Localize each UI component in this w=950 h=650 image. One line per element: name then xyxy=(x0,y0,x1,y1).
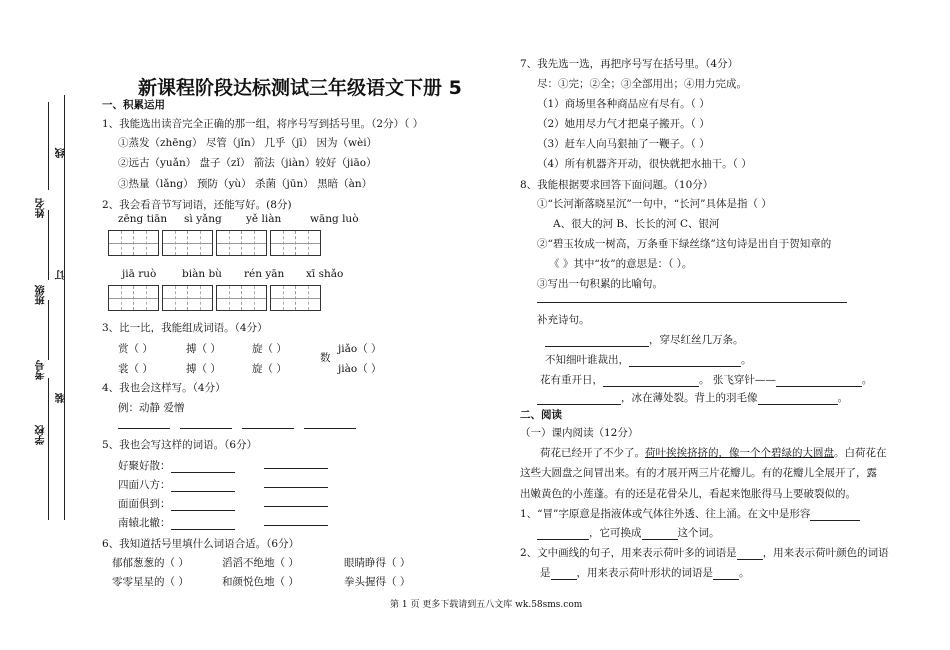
q8-sub-2b: 《 》其中“妆”的意思是：（ ）。 xyxy=(549,258,693,270)
reading-q2-text-a: 2、文中画线的句子，用来表示荷叶多的词语是 xyxy=(520,547,737,559)
exam-no-underline xyxy=(48,300,49,360)
school-label: 学校 xyxy=(36,425,47,445)
q5-label-2: 四面八方： xyxy=(118,479,171,491)
reading-q1-line-a[interactable] xyxy=(810,508,860,521)
reading-q1-text-c: 这个词。 xyxy=(677,527,720,539)
q6-item-2: 滔滔不绝地（ ） xyxy=(222,557,299,569)
q5-item-4 xyxy=(118,515,235,530)
q3-shu-jiao4: jiào（ ） xyxy=(338,363,382,375)
reading-underlined-sentence: 荷叶挨挨挤挤的，像一个个碧绿的大圆盘 xyxy=(645,447,834,459)
reading-q2-text-d: ，用来表示荷叶形状的词语是 xyxy=(576,567,713,579)
q5-line-2b[interactable] xyxy=(264,475,328,488)
q4-line-2[interactable] xyxy=(180,416,232,429)
q8-poem-3-period: 。 xyxy=(861,374,873,386)
q8-poem-1 xyxy=(545,332,744,347)
q2-pinyin-2: sì yǎng xyxy=(184,213,222,225)
reading-q2-text-e: 。 xyxy=(739,567,750,579)
q4-answer-lines[interactable] xyxy=(118,416,356,429)
q8-poem-3 xyxy=(540,372,872,387)
q2-stem: 2、我会看音节写词语，还能写好。(8分) xyxy=(102,199,292,211)
reading-q2-line-2 xyxy=(540,565,750,580)
q7-item-1: （1）商场里各种商品应有尽有。（ ） xyxy=(537,98,710,110)
q8-sub-1: ①“长河渐落晓星沉”一句中，“长河”具体是指（ ） xyxy=(537,198,772,210)
q5-line-2a[interactable] xyxy=(171,479,235,492)
q1-option-3: ③热量（lǎng） 预防（yù） 杀菌（jūn） 黑暗（àn） xyxy=(118,178,373,190)
reading-para-line-2: 这些大圆盘之间冒出来。有的才展开两三片花瓣儿。有的花瓣儿全展开了，露 xyxy=(520,467,877,479)
q4-line-4[interactable] xyxy=(304,416,356,429)
q8-poem-2-text: 不知细叶谁裁出， xyxy=(545,354,629,366)
q5-item-3 xyxy=(118,496,235,511)
reading-q1-line-b[interactable] xyxy=(537,527,589,540)
reading-q1-text-a: 1、“冒”字原意是指液体或气体往外透、往上涌。在文中是形容 xyxy=(520,508,811,520)
page-footer: 第 1 页 更多下载请到五八文库 wk.58sms.com xyxy=(390,600,583,610)
q7-stem: 7、我先选一选，再把序号写在括号里。（4分） xyxy=(520,58,739,70)
name-underline xyxy=(48,102,49,190)
reading-para-line-3: 出嫩黄色的小莲蓬。有的还是花骨朵儿，看起来饱胀得马上要破裂似的。 xyxy=(520,488,856,500)
q5-label-4: 南辕北辙： xyxy=(118,517,171,529)
q8-poem-4-line-a[interactable] xyxy=(537,392,621,405)
q5-line-3a[interactable] xyxy=(171,498,235,511)
q2-pinyin-5: jiā ruò xyxy=(122,268,157,280)
q3-shu-jiao3: jiǎo（ ） xyxy=(338,343,382,355)
reading-q2-line-b[interactable] xyxy=(551,567,577,580)
class-label: 班级 xyxy=(36,285,47,305)
q8-poem-3-line-a[interactable] xyxy=(603,374,699,387)
q4-example: 例：动静 爱憎 xyxy=(118,402,185,414)
q3-item-1: 赏（ ） xyxy=(118,343,153,355)
q8-poem-1-text: ，穿尽红丝几万条。 xyxy=(649,334,744,346)
order-char: 订 xyxy=(56,270,67,280)
q8-stem: 8、我能根据要求回答下面问题。（10分） xyxy=(520,179,714,191)
reading-q1-text-b: ，它可换成 xyxy=(589,527,642,539)
q6-item-4: 零零星星的（ ） xyxy=(112,576,189,588)
school-underline xyxy=(48,378,49,520)
q8-poem-4-text: ，冰在薄处裂。背上的羽毛像 xyxy=(621,392,758,404)
q5-line-4a[interactable] xyxy=(171,517,235,530)
q8-fill-title: 补充诗句。 xyxy=(537,314,590,326)
reading-text-1a: 荷花已经开了不少了。 xyxy=(540,447,645,459)
q2-writing-grid-row-2[interactable] xyxy=(108,285,321,311)
q4-line-3[interactable] xyxy=(242,416,294,429)
reading-para-line-1 xyxy=(540,445,887,460)
q2-writing-grid-row-1[interactable] xyxy=(108,230,321,256)
q7-item-2: （2）她用尽力气才把桌子搬开。（ ） xyxy=(537,118,710,130)
reading-q2-line-1 xyxy=(520,545,889,560)
q5-line-1a[interactable] xyxy=(171,460,235,473)
q4-line-1[interactable] xyxy=(118,416,170,429)
reading-q1-line-c[interactable] xyxy=(642,527,678,540)
reading-subtitle: （一）课内阅读（12分） xyxy=(520,427,639,439)
q8-poem-2 xyxy=(545,352,752,367)
reading-q1-line-2 xyxy=(537,525,720,540)
reading-text-1b: 。白荷花在 xyxy=(834,447,887,459)
q3-shu-char: 数 xyxy=(320,352,331,364)
reading-q2-line-a[interactable] xyxy=(737,547,763,560)
q3-stem: 3、比一比，我能组成词语。（4分） xyxy=(102,322,268,334)
q2-pinyin-3: yě liàn xyxy=(246,213,282,225)
q8-sub-3: ③写出一句积累的比喻句。 xyxy=(537,278,663,290)
line-char: 线 xyxy=(56,148,67,158)
bind-char: 装 xyxy=(56,393,67,403)
q8-poem-4-line-b[interactable] xyxy=(758,392,838,405)
q7-definitions: 尽：①完；②全；③全部用出；④用力完成。 xyxy=(537,78,747,90)
q7-item-3: （3）赶车人向马狠抽了一鞭子。（ ） xyxy=(537,138,710,150)
q3-item-4: 裳（ ） xyxy=(118,363,153,375)
q5-line-4b[interactable] xyxy=(264,513,328,526)
reading-q1-line-1 xyxy=(520,506,860,521)
q5-item-2 xyxy=(118,477,235,492)
q2-pinyin-6: biàn bù xyxy=(182,268,222,280)
q8-sub-2: ②“碧玉妆成一树高，万条垂下绿丝绦”这句诗是出自于贺知章的 xyxy=(537,238,832,250)
q5-line-1b[interactable] xyxy=(264,456,328,469)
exam-no-label: 考号 xyxy=(36,360,47,380)
page-title: 新课程阶段达标测试三年级语文下册 5 xyxy=(138,77,462,99)
reading-q2-text-b: ，用来表示荷叶颜色的词语 xyxy=(762,547,889,559)
reading-q2-line-c[interactable] xyxy=(713,567,739,580)
reading-q2-text-c: 是 xyxy=(540,567,551,579)
q6-item-3: 眼睛睁得（ ） xyxy=(344,557,411,569)
q3-item-2: 搏（ ） xyxy=(186,343,221,355)
q3-item-6: 旋（ ） xyxy=(252,363,287,375)
q2-pinyin-4: wāng luò xyxy=(310,213,359,225)
q1-option-2: ②远古（yuǎn） 盘子（zǐ） 箭法（jiàn）较好（jiāo） xyxy=(118,157,377,169)
q5-label-1: 好聚好散： xyxy=(118,460,171,472)
q5-line-3b[interactable] xyxy=(264,494,328,507)
q5-stem: 5、我也会写这样的词语。（6分） xyxy=(102,439,258,451)
q4-stem: 4、我也会这样写。（4分） xyxy=(102,382,226,394)
section-2-heading: 二、阅读 xyxy=(520,409,562,421)
q8-poem-2-period: 。 xyxy=(741,354,752,366)
section-1-heading: 一、积累运用 xyxy=(102,99,165,111)
q6-stem: 6、我知道括号里填什么词语合适。（6分） xyxy=(102,538,300,550)
q8-poem-4-period: 。 xyxy=(837,392,848,404)
q2-pinyin-8: xī shǎo xyxy=(306,268,344,280)
q8-poem-3-line-b[interactable] xyxy=(776,374,862,387)
q7-item-4: （4）所有机器齐开动，很快就把水抽干。（ ） xyxy=(537,158,752,170)
q6-item-5: 和颜悦色地（ ） xyxy=(222,576,299,588)
q8-poem-1-line[interactable] xyxy=(545,334,649,347)
q6-item-1: 郁郁葱葱的（ ） xyxy=(112,557,189,569)
q2-pinyin-7: rén yān xyxy=(244,268,285,280)
q8-simile-line[interactable] xyxy=(537,290,847,303)
q8-sub-1-options: A、很大的河 B、长长的河 C、银河 xyxy=(553,218,720,230)
q2-pinyin-1: zēng tiān xyxy=(118,213,168,225)
q3-item-5: 搏（ ） xyxy=(186,363,221,375)
q6-item-6: 拳头握得（ ） xyxy=(344,576,411,588)
binding-line xyxy=(64,95,65,520)
q3-item-3: 旋（ ） xyxy=(252,343,287,355)
q8-poem-2-line[interactable] xyxy=(629,354,741,367)
class-underline xyxy=(48,210,49,280)
q1-option-1: ①蒸发（zhēng） 尽管（jǐn） 几乎（jī） 因为（wèi） xyxy=(118,137,378,149)
q5-label-3: 面面俱到： xyxy=(118,498,171,510)
q5-item-1 xyxy=(118,458,235,473)
q8-poem-3a-text: 花有重开日， xyxy=(540,374,603,386)
q1-stem: 1、我能选出读音完全正确的那一组，将序号写到括号里。（2分）（ ） xyxy=(102,118,424,130)
q8-poem-4 xyxy=(537,390,848,405)
q8-poem-3b-text: 。 张飞穿针—— xyxy=(699,374,776,386)
name-label: 姓名 xyxy=(36,198,47,218)
